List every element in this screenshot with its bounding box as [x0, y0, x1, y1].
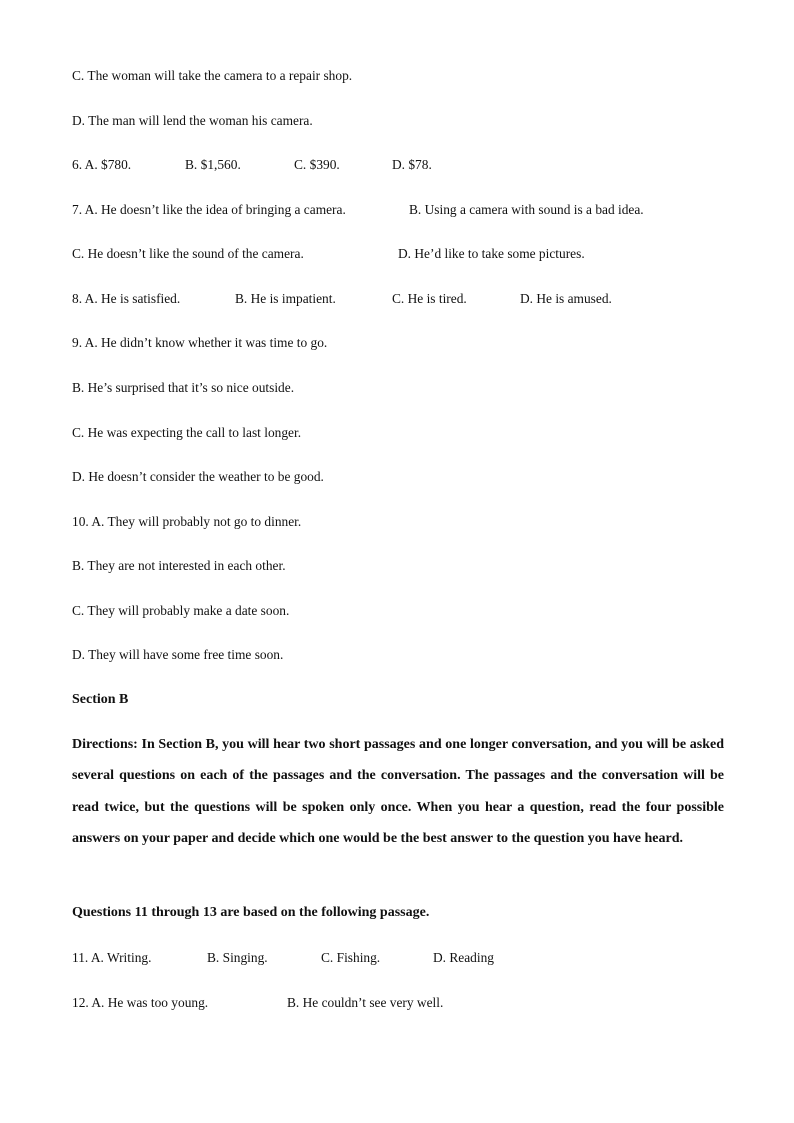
q6-option-c: C. $390.: [294, 157, 340, 172]
q8-option-d: D. He is amused.: [520, 291, 612, 306]
q10-option-c: C. They will probably make a date soon.: [72, 603, 290, 618]
section-b-heading: Section B: [72, 692, 129, 707]
q10-option-a: 10. A. They will probably not go to dinner.: [72, 514, 302, 529]
q7-option-a: 7. A. He doesn’t like the idea of bringing a camera.: [72, 202, 346, 217]
questions-11-13-header: Questions 11 through 13 are based on the following passage.: [72, 905, 430, 920]
q11-option-a: 11. A. Writing.: [72, 950, 152, 965]
q9-option-c: C. He was expecting the call to last longer.: [72, 425, 302, 440]
q6-option-a: 6. A. $780.: [72, 157, 132, 172]
q11-option-c: C. Fishing.: [321, 950, 381, 965]
q6-option-b: B. $1,560.: [185, 157, 241, 172]
section-b-directions: Directions: In Section B, you will hear two short passages and one longer conversation, and you will be asked several questions on each of the passages and the conversation. The passages and the conversation will be read twice, but the questions will be spoken only once. When you hear a question, read the four possible answers on your paper and decide which one would be the best answer to the question you have heard.: [72, 737, 724, 847]
q12-option-b: B. He couldn’t see very well.: [287, 995, 444, 1010]
q7-option-c: C. He doesn’t like the sound of the camera.: [72, 246, 304, 261]
q9-option-a: 9. A. He didn’t know whether it was time to go.: [72, 335, 328, 350]
q5-option-d: D. The man will lend the woman his camera.: [72, 113, 313, 128]
q8-option-a: 8. A. He is satisfied.: [72, 291, 181, 306]
q12-option-a: 12. A. He was too young.: [72, 995, 209, 1010]
q7-option-d: D. He’d like to take some pictures.: [398, 246, 585, 261]
q5-option-c: C. The woman will take the camera to a repair shop.: [72, 68, 353, 83]
q9-option-d: D. He doesn’t consider the weather to be good.: [72, 469, 324, 484]
q7-option-b: B. Using a camera with sound is a bad idea.: [409, 202, 644, 217]
q11-option-b: B. Singing.: [207, 950, 268, 965]
q10-option-d: D. They will have some free time soon.: [72, 647, 284, 662]
q8-option-c: C. He is tired.: [392, 291, 467, 306]
q9-option-b: B. He’s surprised that it’s so nice outside.: [72, 380, 295, 395]
q10-option-b: B. They are not interested in each other.: [72, 558, 286, 573]
q11-option-d: D. Reading: [433, 950, 494, 965]
q8-option-b: B. He is impatient.: [235, 291, 336, 306]
q6-option-d: D. $78.: [392, 157, 432, 172]
